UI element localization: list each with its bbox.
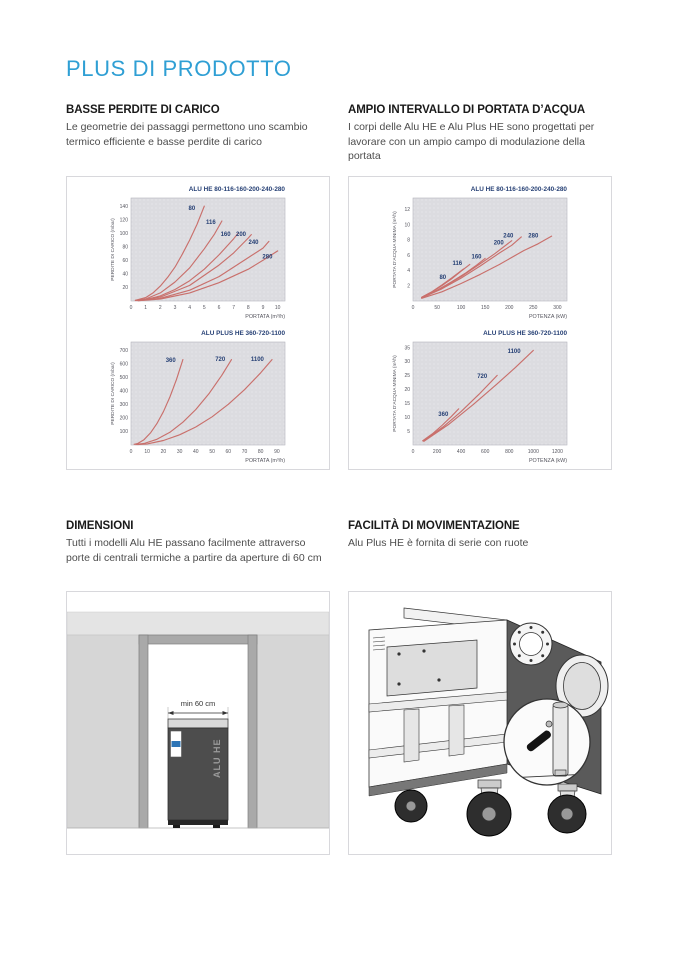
svg-text:35: 35: [404, 345, 410, 352]
section-portata-text: [348, 104, 612, 164]
figure-box-door: [66, 591, 330, 855]
svg-text:0: 0: [411, 449, 415, 455]
svg-text:100: 100: [119, 230, 128, 237]
svg-text:3: 3: [173, 305, 177, 311]
plate-bolt: [422, 649, 425, 652]
svg-text:720: 720: [477, 374, 488, 381]
svg-text:ALU PLUS HE 360-720-1100: ALU PLUS HE 360-720-1100: [483, 330, 567, 337]
svg-text:ALU PLUS HE 360-720-1100: ALU PLUS HE 360-720-1100: [201, 330, 285, 337]
svg-text:200: 200: [493, 240, 504, 247]
svg-text:5: 5: [202, 305, 206, 311]
plate-bolt: [397, 652, 400, 655]
svg-text:90: 90: [274, 449, 280, 455]
svg-text:160: 160: [471, 254, 482, 261]
plate-bolt: [397, 682, 400, 685]
exchanger-plate: [387, 640, 477, 696]
svg-text:POTENZA (kW): POTENZA (kW): [528, 314, 567, 320]
section-dimensioni-text: [66, 520, 330, 565]
lens-cylinder: [553, 704, 568, 776]
section-body-movimentazione: Alu Plus HE è fornita di serie con ruote: [348, 537, 529, 549]
svg-text:0: 0: [411, 305, 415, 311]
svg-text:1000: 1000: [527, 449, 539, 455]
svg-text:10: 10: [404, 414, 410, 421]
dimension-arrowhead-right: [223, 711, 229, 715]
svg-text:20: 20: [122, 285, 128, 292]
svg-text:80: 80: [188, 206, 196, 213]
detail-lens: [504, 699, 590, 785]
svg-text:9: 9: [261, 305, 265, 311]
svg-text:800: 800: [505, 449, 514, 455]
svg-text:30: 30: [404, 359, 410, 366]
svg-text:200: 200: [119, 415, 128, 422]
svg-text:100: 100: [119, 429, 128, 436]
svg-text:8: 8: [407, 237, 410, 244]
dimension-arrowhead-left: [168, 711, 174, 715]
section-body-dimensioni: Tutti i modelli Alu HE passano facilmente attraverso porte di centrali termiche a partire da aperture di 60 cm: [66, 537, 322, 564]
svg-text:10: 10: [144, 449, 150, 455]
chart-alu-plus-min-flow: [349, 323, 611, 467]
svg-text:150: 150: [481, 305, 490, 311]
frame-post-right: [449, 705, 464, 756]
figure-box-pressure-drop: [66, 176, 330, 470]
svg-text:160: 160: [220, 231, 231, 238]
svg-text:10: 10: [274, 305, 281, 311]
svg-text:140: 140: [119, 203, 128, 210]
svg-text:720: 720: [215, 357, 226, 364]
door-frame-top: [139, 635, 257, 644]
chart-alu-plus-pressure-drop: [67, 323, 329, 467]
svg-text:200: 200: [432, 449, 442, 455]
svg-text:280: 280: [262, 254, 273, 261]
svg-text:50: 50: [209, 449, 215, 455]
svg-text:240: 240: [503, 233, 514, 240]
figure-box-min-flow: [348, 176, 612, 470]
door-illustration: [67, 592, 329, 854]
barrel-ring-inner: [564, 663, 601, 710]
section-heading-movimentazione: FACILITÀ DI MOVIMENTAZIONE: [348, 520, 520, 532]
svg-text:1100: 1100: [507, 349, 521, 356]
boiler-top: [168, 719, 228, 728]
svg-text:360: 360: [438, 411, 449, 418]
device-brand-label: ALU HE: [212, 738, 222, 778]
wall-right: [257, 635, 329, 828]
svg-text:120: 120: [119, 217, 128, 224]
caster-plate-right: [558, 784, 577, 791]
figure-box-casters: [348, 591, 612, 855]
svg-text:20: 20: [404, 387, 410, 393]
svg-text:ALU HE 80-116-160-200-240-280: ALU HE 80-116-160-200-240-280: [188, 186, 285, 193]
svg-text:5: 5: [407, 428, 410, 435]
section-heading-perdite: BASSE PERDITE DI CARICO: [66, 104, 220, 116]
svg-text:6: 6: [407, 252, 410, 259]
section-body-perdite: Le geometrie dei passaggi permettono uno scambio termico efficiente e basse perdite di carico: [66, 121, 308, 148]
svg-text:600: 600: [119, 361, 128, 368]
svg-text:80: 80: [122, 244, 128, 251]
caster-illustration: [349, 592, 611, 854]
svg-text:400: 400: [456, 449, 466, 455]
wall-upper-band: [67, 612, 329, 635]
boiler-foot-right: [213, 825, 220, 828]
boiler-display: [172, 741, 181, 747]
svg-text:30: 30: [176, 449, 183, 455]
svg-text:4: 4: [407, 268, 410, 275]
chart-alu-he-min-flow: [349, 179, 611, 323]
min-width-annotation: min 60 cm: [180, 699, 216, 708]
section-movimentazione-text: [348, 520, 612, 565]
svg-text:1: 1: [144, 305, 148, 311]
svg-text:600: 600: [481, 449, 490, 455]
svg-text:7: 7: [232, 305, 236, 311]
boiler-foot-left: [173, 825, 180, 828]
flange-inner: [520, 633, 543, 656]
caster-hub-left: [406, 801, 416, 811]
svg-text:700: 700: [119, 347, 128, 354]
frame-post-left: [404, 709, 419, 762]
svg-text:8: 8: [246, 305, 250, 311]
svg-text:70: 70: [241, 449, 248, 455]
intro-text-row: [66, 104, 612, 164]
svg-text:60: 60: [225, 449, 232, 455]
svg-text:PORTATA D’ACQUA MINIMA (m³/h): PORTATA D’ACQUA MINIMA (m³/h): [393, 211, 398, 288]
svg-text:200: 200: [235, 231, 247, 238]
svg-text:POTENZA (kW): POTENZA (kW): [528, 458, 567, 464]
door-frame-left: [139, 635, 148, 828]
svg-text:2: 2: [407, 283, 410, 290]
svg-text:200: 200: [505, 305, 514, 311]
svg-text:116: 116: [452, 261, 463, 268]
svg-text:360: 360: [165, 358, 176, 365]
svg-text:PERDITE DI CARICO (mbar): PERDITE DI CARICO (mbar): [111, 218, 116, 281]
caster-hub-center: [482, 807, 496, 821]
svg-text:100: 100: [456, 305, 466, 311]
section-perdite-text: [66, 104, 330, 164]
plate-bolt: [437, 678, 440, 681]
svg-text:25: 25: [404, 373, 410, 380]
svg-text:PORTATA (m³/h): PORTATA (m³/h): [245, 314, 285, 320]
page-title: PLUS DI PRODOTTO: [66, 56, 292, 81]
svg-text:280: 280: [528, 233, 539, 240]
svg-text:400: 400: [119, 388, 128, 395]
chart-alu-he-pressure-drop: [67, 179, 329, 323]
svg-text:250: 250: [529, 305, 538, 311]
svg-text:80: 80: [439, 274, 447, 281]
svg-text:0: 0: [129, 305, 133, 311]
door-frame-right: [248, 635, 257, 828]
svg-text:15: 15: [404, 400, 410, 407]
caster-plate-center: [478, 780, 501, 788]
svg-text:PORTATA D’ACQUA MINIMA (m³/h): PORTATA D’ACQUA MINIMA (m³/h): [393, 355, 398, 432]
svg-text:300: 300: [119, 402, 128, 408]
svg-text:ALU HE 80-116-160-200-240-280: ALU HE 80-116-160-200-240-280: [470, 186, 567, 193]
lower-text-row: [66, 520, 612, 565]
svg-text:0: 0: [129, 449, 133, 455]
svg-text:6: 6: [217, 305, 221, 311]
svg-text:2: 2: [158, 305, 162, 311]
svg-text:116: 116: [206, 219, 216, 226]
illustration-figure-row: [66, 591, 612, 855]
svg-text:40: 40: [122, 271, 128, 278]
section-heading-portata: AMPIO INTERVALLO DI PORTATA D’ACQUA: [348, 104, 586, 116]
svg-text:PORTATA (m³/h): PORTATA (m³/h): [245, 458, 285, 464]
svg-text:1200: 1200: [551, 449, 563, 455]
svg-text:4: 4: [188, 305, 192, 311]
svg-text:12: 12: [404, 207, 410, 214]
svg-text:300: 300: [553, 305, 562, 311]
section-heading-dimensioni: DIMENSIONI: [66, 520, 134, 532]
chart-figure-row: [66, 176, 612, 470]
boiler-base: [168, 820, 228, 825]
svg-text:60: 60: [122, 258, 128, 264]
handle-pivot: [546, 721, 552, 727]
svg-text:PERDITE DI CARICO (mbar): PERDITE DI CARICO (mbar): [111, 362, 116, 425]
svg-text:240: 240: [248, 240, 259, 247]
svg-text:500: 500: [119, 374, 128, 381]
svg-text:40: 40: [193, 449, 199, 455]
svg-text:10: 10: [404, 222, 410, 229]
wall-left: [67, 635, 139, 828]
caster-hub-right: [561, 808, 573, 820]
svg-text:20: 20: [160, 449, 167, 455]
section-body-portata: I corpi delle Alu HE e Alu Plus HE sono progettati per lavorare con un ampio campo di modulazione della portata: [348, 121, 595, 163]
svg-text:50: 50: [434, 305, 440, 311]
svg-text:80: 80: [257, 449, 264, 455]
svg-text:1100: 1100: [250, 357, 264, 364]
